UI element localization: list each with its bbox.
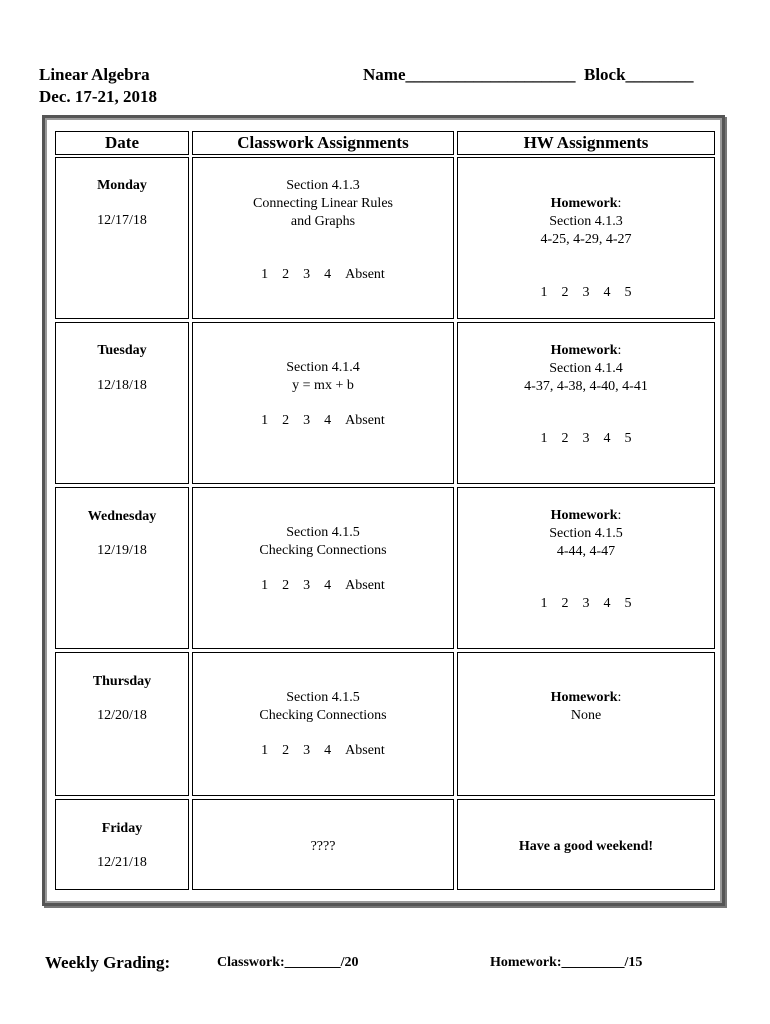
rating-option: 1: [540, 431, 548, 446]
rating-option: 3: [582, 596, 590, 611]
date-cell-wednesday: [55, 487, 189, 649]
rating-option: 3: [303, 267, 311, 282]
classwork-cell-friday: [192, 799, 454, 890]
rating-option: 2: [561, 431, 569, 446]
rating-option-absent: Absent: [345, 413, 385, 428]
homework-cell-monday: [457, 157, 715, 319]
homework-cell-friday: [457, 799, 715, 890]
homework-cell-wednesday: [457, 487, 715, 649]
classwork-line: Checking Connections: [259, 708, 387, 723]
homework-title: Homework:: [550, 508, 622, 523]
column-header-classwork: Classwork Assignments: [192, 131, 454, 155]
rating-option: 5: [624, 431, 632, 446]
homework-rating-scale: [458, 285, 714, 301]
day-label: Friday: [101, 821, 143, 836]
rating-option: 3: [303, 743, 311, 758]
rating-option: 1: [261, 413, 269, 428]
homework-line: 4-25, 4-29, 4-27: [540, 232, 632, 247]
rating-option-absent: Absent: [345, 578, 385, 593]
rating-option: 1: [261, 743, 269, 758]
rating-option: 4: [603, 285, 611, 300]
classwork-line: Section 4.1.5: [286, 690, 360, 705]
classwork-line: and Graphs: [290, 214, 356, 229]
rating-option: 5: [624, 596, 632, 611]
rating-option: 2: [282, 578, 290, 593]
rating-option: 1: [540, 285, 548, 300]
classwork-cell-tuesday: [192, 322, 454, 484]
classwork-rating-scale: [193, 578, 453, 594]
rating-option: 4: [324, 267, 332, 282]
rating-option: 4: [324, 743, 332, 758]
column-header-homework: HW Assignments: [457, 131, 715, 155]
date-cell-monday: [55, 157, 189, 319]
rating-option: 1: [540, 596, 548, 611]
week-dates: Dec. 17-21, 2018: [39, 87, 158, 106]
homework-line: None: [570, 708, 602, 723]
rating-option-absent: Absent: [345, 743, 385, 758]
homework-cell-thursday: [457, 652, 715, 796]
homework-line: Section 4.1.4: [549, 361, 623, 376]
homework-title: Homework:: [550, 343, 622, 358]
homework-line: 4-44, 4-47: [556, 544, 616, 559]
rating-option: 5: [624, 285, 632, 300]
day-label: Thursday: [92, 674, 152, 689]
course-title: Linear Algebra: [39, 65, 150, 84]
homework-score-field: Homework:_________/15: [490, 955, 643, 970]
rating-option: 4: [324, 578, 332, 593]
homework-line: 4-37, 4-38, 4-40, 4-41: [524, 379, 648, 394]
homework-line: Section 4.1.3: [549, 214, 623, 229]
rating-option: 3: [303, 413, 311, 428]
date-label: 12/21/18: [97, 855, 147, 870]
classwork-rating-scale: [193, 413, 453, 429]
date-cell-tuesday: [55, 322, 189, 484]
rating-option: 2: [561, 596, 569, 611]
day-label: Monday: [97, 178, 147, 193]
date-cell-friday: [55, 799, 189, 890]
rating-option: 1: [261, 267, 269, 282]
classwork-cell-thursday: [192, 652, 454, 796]
classwork-cell-monday: [192, 157, 454, 319]
rating-option-absent: Absent: [345, 267, 385, 282]
weekend-message: Have a good weekend!: [518, 839, 654, 854]
homework-line: Section 4.1.5: [549, 526, 623, 541]
rating-option: 3: [303, 578, 311, 593]
homework-rating-scale: [458, 431, 714, 447]
classwork-text: ????: [310, 839, 336, 854]
homework-rating-scale: [458, 596, 714, 612]
rating-option: 4: [603, 431, 611, 446]
classwork-line: Connecting Linear Rules: [253, 196, 393, 211]
column-header-date: Date: [55, 131, 189, 155]
homework-title: Homework:: [550, 196, 622, 211]
weekly-grading-label: Weekly Grading:: [45, 953, 171, 972]
rating-option: 2: [282, 413, 290, 428]
classwork-line: Checking Connections: [259, 543, 387, 558]
rating-option: 2: [282, 267, 290, 282]
rating-option: 1: [261, 578, 269, 593]
date-label: 12/18/18: [97, 378, 147, 393]
classwork-score-field: Classwork:________/20: [217, 955, 359, 970]
day-label: Tuesday: [97, 343, 147, 358]
rating-option: 3: [582, 431, 590, 446]
header-course-info: [39, 64, 157, 108]
rating-option: 4: [324, 413, 332, 428]
date-label: 12/20/18: [97, 708, 147, 723]
homework-cell-tuesday: [457, 322, 715, 484]
classwork-line: y = mx + b: [292, 378, 354, 393]
rating-option: 4: [603, 596, 611, 611]
date-label: 12/19/18: [97, 543, 147, 558]
date-label: 12/17/18: [97, 213, 147, 228]
date-cell-thursday: [55, 652, 189, 796]
classwork-rating-scale: [193, 743, 453, 759]
classwork-line: Section 4.1.3: [286, 178, 360, 193]
classwork-line: Section 4.1.5: [286, 525, 360, 540]
rating-option: 2: [561, 285, 569, 300]
name-block-field: Name____________________ Block________: [363, 65, 694, 84]
rating-option: 2: [282, 743, 290, 758]
classwork-cell-wednesday: [192, 487, 454, 649]
classwork-rating-scale: [193, 267, 453, 283]
classwork-line: Section 4.1.4: [286, 360, 360, 375]
day-label: Wednesday: [87, 509, 157, 524]
homework-title: Homework:: [550, 690, 622, 705]
rating-option: 3: [582, 285, 590, 300]
